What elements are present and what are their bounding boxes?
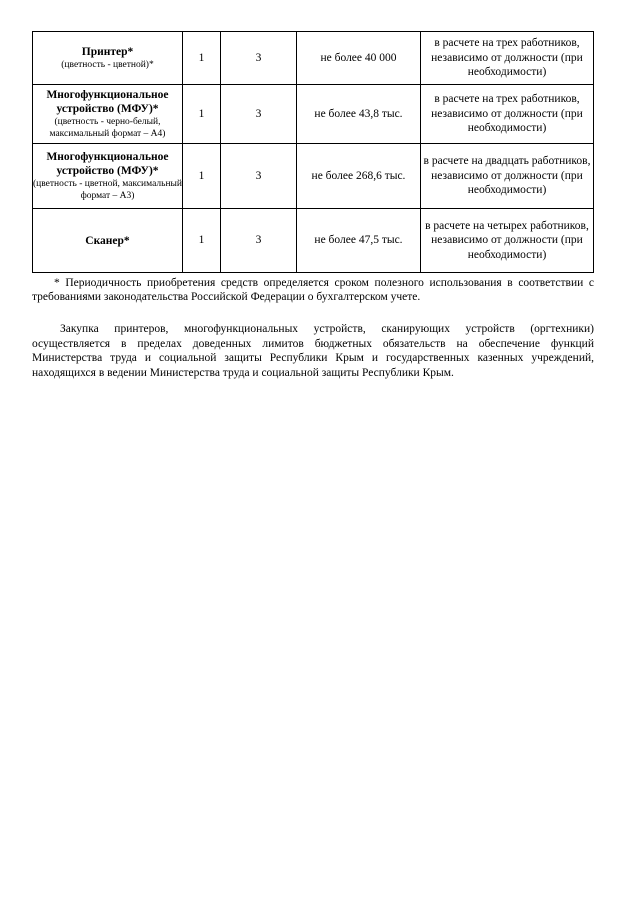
equipment-spec: (цветность - цветной, максимальный формат – А3) (33, 179, 182, 201)
equipment-norms-table (32, 31, 594, 273)
equipment-name: Сканер* (85, 234, 130, 247)
service-life-cell: 3 (221, 32, 297, 85)
quantity-cell: 1 (183, 144, 221, 209)
note-cell: в расчете на двадцать работников, независимо от должности (при необходимости) (421, 144, 594, 209)
equipment-name-cell (33, 209, 183, 273)
table-row (33, 144, 594, 209)
note-cell: в расчете на четырех работников, независимо от должности (при необходимости) (421, 209, 594, 273)
quantity-cell: 1 (183, 32, 221, 85)
equipment-name-cell (33, 144, 183, 209)
body-paragraph: Закупка принтеров, многофункциональных устройств, сканирующих устройств (оргтехники) осуществляется в пределах доведенных лимитов бюджетных обязательств на обеспечение функций Министерства труда и социальной защиты Республики Крым и государственных казенных учреждений, находящихся в ведении Министерства труда и социальной защиты Республики Крым. (32, 323, 594, 379)
equipment-name: Принтер* (81, 46, 134, 58)
note-cell: в расчете на трех работников, независимо от должности (при необходимости) (421, 85, 594, 144)
table-row (33, 85, 594, 144)
equipment-spec: (цветность - черно-белый, максимальный формат – А4) (49, 117, 166, 139)
price-cell: не более 268,6 тыс. (297, 144, 421, 209)
equipment-name: Многофункциональное устройство (МФУ)* (46, 151, 169, 177)
service-life-cell: 3 (221, 209, 297, 273)
service-life-cell: 3 (221, 144, 297, 209)
quantity-cell: 1 (183, 85, 221, 144)
table-row (33, 209, 594, 273)
quantity-cell: 1 (183, 209, 221, 273)
table-row (33, 32, 594, 85)
price-cell: не более 40 000 (297, 32, 421, 85)
equipment-spec: (цветность - цветной)* (61, 60, 154, 70)
equipment-name-cell (33, 85, 183, 144)
note-cell: в расчете на трех работников, независимо от должности (при необходимости) (421, 32, 594, 85)
price-cell: не более 47,5 тыс. (297, 209, 421, 273)
price-cell: не более 43,8 тыс. (297, 85, 421, 144)
service-life-cell: 3 (221, 85, 297, 144)
equipment-name: Многофункциональное устройство (МФУ)* (46, 89, 169, 115)
footnote: * Периодичность приобретения средств определяется сроком полезного использования в соответствии с требованиями законодательства Российской Федерации о бухгалтерском учете. (32, 277, 594, 303)
equipment-name-cell (33, 32, 183, 85)
